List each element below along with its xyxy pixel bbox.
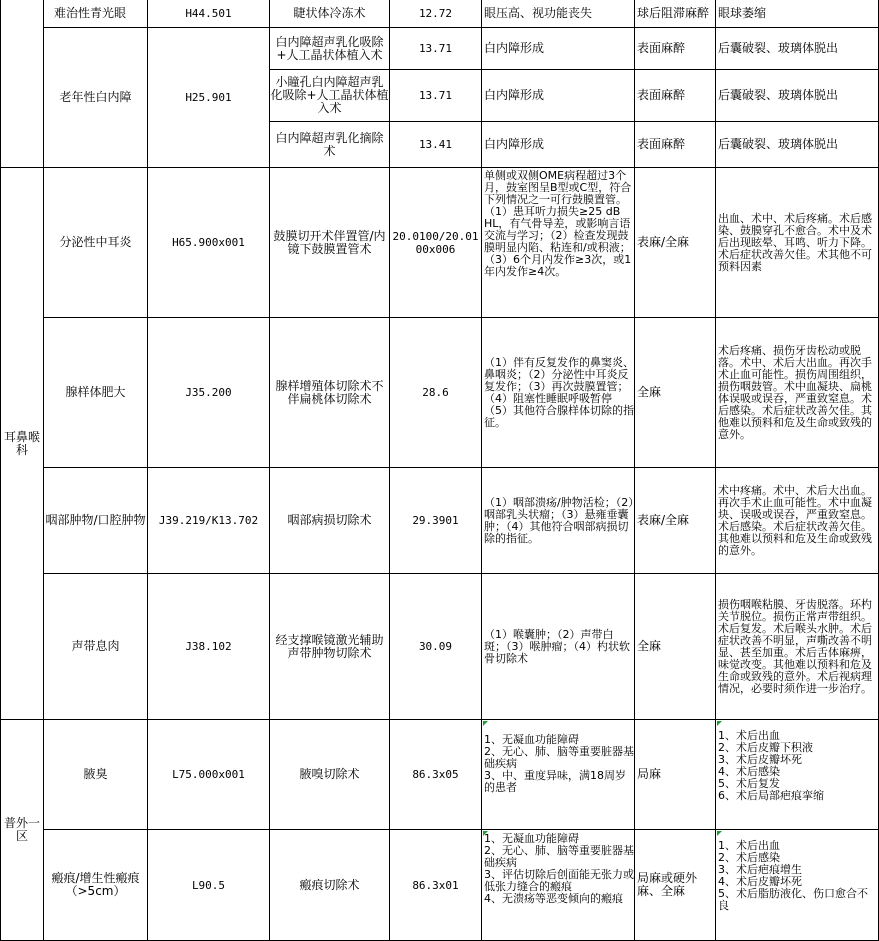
code-cell: H25.901 [148, 28, 270, 168]
risk-cell: 出血、术中、术后疼痛。术后感染、鼓膜穿孔不愈合。术中及术后出现眩晕、耳鸣、听力下降。术后症状改善欠佳。术其他不可预料因素 [716, 168, 879, 318]
code-cell: J38.102 [148, 574, 270, 720]
procedure-cell: 咽部病损切除术 [270, 468, 390, 574]
disease-cell: 瘢痕/增生性瘢痕（>5cm） [44, 830, 148, 941]
anesthesia-cell: 球后阻滞麻醉 [635, 0, 716, 28]
indication-cell: 白内障形成 [482, 70, 635, 122]
procedure-cell: 腋嗅切除术 [270, 720, 390, 830]
price-cell: 28.6 [390, 318, 482, 468]
price-cell: 12.72 [390, 0, 482, 28]
disease-cell: 分泌性中耳炎 [44, 168, 148, 318]
price-cell: 20.0100/20.0100x006 [390, 168, 482, 318]
procedure-cell: 白内障超声乳化吸除+人工晶状体植入术 [270, 28, 390, 70]
risk-cell: 后囊破裂、玻璃体脱出 [716, 28, 879, 70]
risk-cell: 损伤咽喉粘膜、牙齿脱落。环杓关节脱位。损伤正常声带组织。术后复发。术后喉头水肿。术后症状改善不明显，声嘶改善不明显、甚至加重。术后舌体麻痹，味觉改变。其他难以预料和危及生命或致残的意外。术后视病理情况，必要时须作进一步治疗。 [716, 574, 879, 720]
group-cell-ent: 耳鼻喉科 [0, 168, 44, 720]
anesthesia-cell: 表面麻醉 [635, 122, 716, 168]
disease-cell: 咽部肿物/口腔肿物 [44, 468, 148, 574]
indication-cell: （1）伴有反复发作的鼻窦炎、鼻咽炎；（2）分泌性中耳炎反复发作；（3）再次鼓膜置管；（4）阻塞性睡眠呼吸暂停（5）其他符合腺样体切除的指征。 [482, 318, 635, 468]
comment-marker [717, 721, 722, 726]
anesthesia-cell: 局麻 [635, 720, 716, 830]
comment-marker [483, 831, 488, 836]
price-cell: 13.71 [390, 28, 482, 70]
comment-marker [717, 831, 722, 836]
indication-cell: 眼压高、视功能丧失 [482, 0, 635, 28]
anesthesia-cell: 全麻 [635, 574, 716, 720]
procedure-cell: 小瞳孔白内障超声乳化吸除+人工晶状体植入术 [270, 70, 390, 122]
code-cell: J39.219/K13.702 [148, 468, 270, 574]
anesthesia-cell: 局麻或硬外麻、全麻 [635, 830, 716, 941]
indication-cell: 白内障形成 [482, 28, 635, 70]
group-cell-general-surgery: 普外一区 [0, 720, 44, 941]
risk-cell: 1、术后出血 2、术后感染 3、术后疤痕增生 4、术后皮瓣坏死 5、术后脂肪液化、伤口愈合不良 [716, 830, 879, 941]
indication-cell: 单侧或双侧OME病程超过3个月，鼓室图呈B型或C型，符合下列情况之一可行鼓膜置管。（1）患耳听力损失≥25 dB HL，有气骨导差，或影响言语交流与学习；（2）检查发现鼓膜明显内陷、粘连和/或积液；（3）6个月内发作≥3次，或1年内发作≥4次。 [482, 168, 635, 318]
risk-cell: 后囊破裂、玻璃体脱出 [716, 122, 879, 168]
procedure-cell: 腺样增殖体切除术不伴扁桃体切除术 [270, 318, 390, 468]
procedure-cell: 睫状体冷冻术 [270, 0, 390, 28]
indication-cell: （1）喉囊肿；（2）声带白斑；（3）喉肿瘤；（4）杓状软骨切除术 [482, 574, 635, 720]
code-cell: H44.501 [148, 0, 270, 28]
comment-marker [483, 721, 488, 726]
risk-cell: 后囊破裂、玻璃体脱出 [716, 70, 879, 122]
procedure-cell: 鼓膜切开术伴置管/内镜下鼓膜置管术 [270, 168, 390, 318]
disease-cell: 腺样体肥大 [44, 318, 148, 468]
price-cell: 30.09 [390, 574, 482, 720]
price-cell: 86.3x05 [390, 720, 482, 830]
price-cell: 13.41 [390, 122, 482, 168]
price-cell: 29.3901 [390, 468, 482, 574]
anesthesia-cell: 表面麻醉 [635, 28, 716, 70]
risk-cell: 1、术后出血 2、术后皮瓣下积液 3、术后皮瓣坏死 4、术后感染 5、术后复发 6、术后局部疤痕挛缩 [716, 720, 879, 830]
anesthesia-cell: 表麻/全麻 [635, 168, 716, 318]
price-cell: 86.3x01 [390, 830, 482, 941]
procedure-cell: 白内障超声乳化摘除术 [270, 122, 390, 168]
group-cell-ophthalmology [0, 0, 44, 168]
risk-cell: 术后疼痛、损伤牙齿松动或脱落。术中、术后大出血。再次手术止血可能性。损伤周围组织，损伤咽鼓管。术中血凝块、扁桃体误吸或误吞，严重致窒息。术后感染。术后症状改善欠佳。其他难以预料和危及生命或致残的意外。 [716, 318, 879, 468]
disease-cell: 难治性青光眼 [44, 0, 148, 28]
indication-cell: 白内障形成 [482, 122, 635, 168]
code-cell: J35.200 [148, 318, 270, 468]
risk-cell: 眼球萎缩 [716, 0, 879, 28]
indication-cell: （1）咽部溃疡/肿物活检；（2）咽部乳头状瘤；（3）悬雍垂囊肿；（4）其他符合咽部病损切除的指征。 [482, 468, 635, 574]
indication-cell: 1、无凝血功能障碍 2、无心、肺、脑等重要脏器基础疾病 3、中、重度异味，满18周岁的患者 [482, 720, 635, 830]
code-cell: L90.5 [148, 830, 270, 941]
anesthesia-cell: 全麻 [635, 318, 716, 468]
price-cell: 13.71 [390, 70, 482, 122]
anesthesia-cell: 表面麻醉 [635, 70, 716, 122]
procedure-cell: 经支撑喉镜激光辅助声带肿物切除术 [270, 574, 390, 720]
risk-cell: 术中疼痛。术中、术后大出血。再次手术止血可能性。术中血凝块、误吸或误吞，严重致窒息。术后感染。术后症状改善欠佳。其他难以预料和危及生命或致残的意外。 [716, 468, 879, 574]
procedure-cell: 瘢痕切除术 [270, 830, 390, 941]
anesthesia-cell: 表麻/全麻 [635, 468, 716, 574]
code-cell: H65.900x001 [148, 168, 270, 318]
indication-cell: 1、无凝血功能障碍 2、无心、肺、脑等重要脏器基础疾病 3、评估切除后创面能无张力或低张力缝合的瘢痕 4、无溃疡等恶变倾向的瘢痕 [482, 830, 635, 941]
disease-cell: 老年性白内障 [44, 28, 148, 168]
code-cell: L75.000x001 [148, 720, 270, 830]
disease-cell: 腋臭 [44, 720, 148, 830]
disease-cell: 声带息肉 [44, 574, 148, 720]
